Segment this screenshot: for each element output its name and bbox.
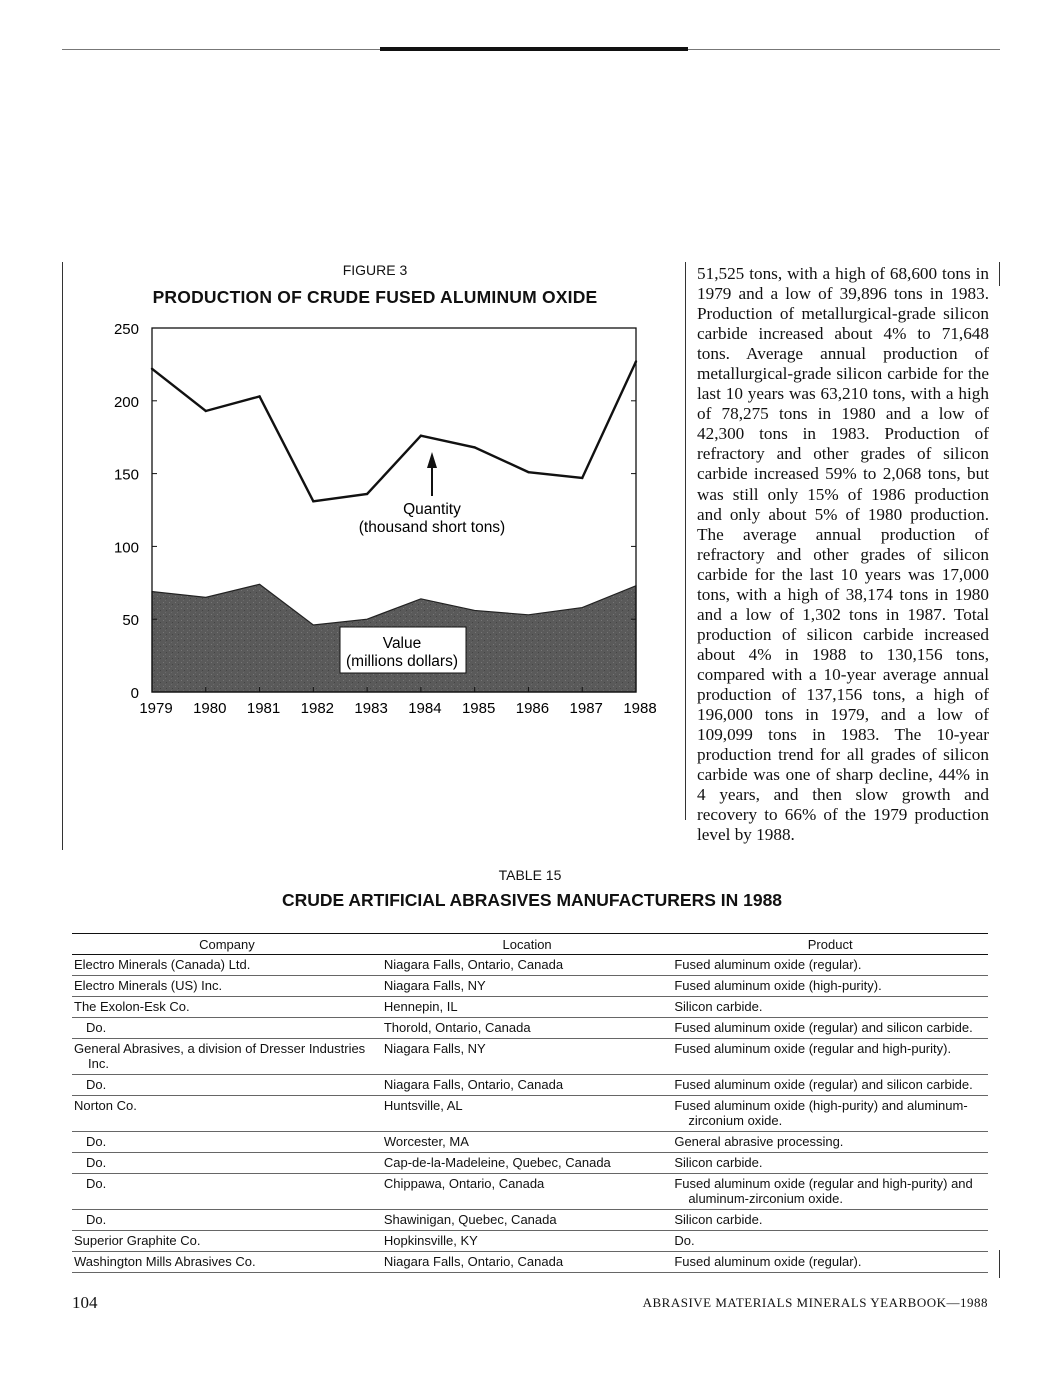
- cell-company: Do.: [72, 1018, 382, 1039]
- table-header-row: [72, 934, 988, 955]
- cell-company: Do.: [72, 1132, 382, 1153]
- value-label: Value: [382, 635, 422, 652]
- value-unit-label: (millions dollars): [346, 653, 458, 670]
- cell-location: Niagara Falls, Ontario, Canada: [382, 1252, 672, 1273]
- cell-company: Do.: [72, 1210, 382, 1231]
- header-product: Product: [672, 934, 988, 955]
- cell-company: Do.: [72, 1075, 382, 1096]
- cell-product: General abrasive processing.: [672, 1132, 988, 1153]
- header-location: Location: [382, 934, 672, 955]
- cell-product: Fused aluminum oxide (regular).: [672, 955, 988, 976]
- production-chart: [0, 0, 700, 730]
- y-tick-label: 150: [113, 466, 139, 484]
- table-row: [72, 1210, 988, 1231]
- cell-location: Niagara Falls, Ontario, Canada: [382, 1075, 672, 1096]
- x-tick-label: 1979: [139, 700, 173, 717]
- cell-location: Cap-de-la-Madeleine, Quebec, Canada: [382, 1153, 672, 1174]
- cell-product: [672, 1174, 988, 1210]
- cell-company: Electro Minerals (Canada) Ltd.: [72, 955, 382, 976]
- y-tick-label: 200: [113, 393, 139, 411]
- cell-product: Do.: [672, 1231, 988, 1252]
- cell-location: Hennepin, IL: [382, 997, 672, 1018]
- cell-company-text: General Abrasives, a division of Dresser Industries Inc.: [74, 1041, 366, 1071]
- cell-company: Electro Minerals (US) Inc.: [72, 976, 382, 997]
- quantity-point: [581, 477, 583, 479]
- manufacturers-table: [72, 933, 988, 1273]
- quantity-point: [312, 500, 314, 502]
- table-row: [72, 1252, 988, 1273]
- cell-product: Fused aluminum oxide (high-purity).: [672, 976, 988, 997]
- x-tick-label: 1986: [515, 700, 550, 717]
- cell-location: Shawinigan, Quebec, Canada: [382, 1210, 672, 1231]
- cell-location: Worcester, MA: [382, 1132, 672, 1153]
- table-row: [72, 955, 988, 976]
- table-row: [72, 1174, 988, 1210]
- figure-title: PRODUCTION OF CRUDE FUSED ALUMINUM OXIDE: [152, 287, 598, 307]
- cell-location: Niagara Falls, NY: [382, 1039, 672, 1075]
- x-tick-label: 1984: [408, 700, 442, 717]
- cell-product: Fused aluminum oxide (regular).: [672, 1252, 988, 1273]
- table-title: CRUDE ARTIFICIAL ABRASIVES MANUFACTURERS IN 1988: [281, 890, 783, 910]
- y-tick-label: 0: [130, 685, 139, 702]
- table-row: [72, 1231, 988, 1252]
- x-tick-label: 1988: [623, 700, 657, 717]
- cell-product: [672, 1096, 988, 1132]
- table-row: [72, 1039, 988, 1075]
- cell-product-text: Fused aluminum oxide (regular and high-purity) and aluminum-zirconium oxide.: [674, 1176, 973, 1206]
- cell-product: Silicon carbide.: [672, 1153, 988, 1174]
- quantity-point: [635, 360, 637, 362]
- cell-company: [72, 1039, 382, 1075]
- table-row: [72, 1153, 988, 1174]
- quantity-point: [366, 493, 368, 495]
- quantity-point: [527, 471, 529, 473]
- cell-company: Washington Mills Abrasives Co.: [72, 1252, 382, 1273]
- cell-product-text: Fused aluminum oxide (high-purity) and aluminum-zirconium oxide.: [674, 1098, 968, 1128]
- body-paragraph-text: 51,525 tons, with a high of 68,600 tons in 1979 and a low of 39,896 tons in 1983. Production of metallurgical-grade silicon carbide increased about 4% to 71,648 tons. Average annual production of metallurgical-grade silicon carbide for the last 10 years was 63,210 tons, with a high of 78,275 tons in 1980 and a low of 42,300 tons in 1983. Production of refractory and other grades of silicon carbide increased 59% to 2,068 tons, but was still only 15% of 1986 production and only about 5% of 1980 production. The average annual production of refractory and other grades of silicon carbide for the last 10 years was 17,000 tons, with a high of 38,174 tons in 1980 and a low of 1,302 tons in 1987. Total production of silicon carbide increased about 4% in 1988 to 130,156 tons, compared with a 10-year average annual production of 137,156 tons, a high of 196,000 tons in 1979, and a low of 109,099 tons in 1983. The 10-year production trend for all grades of silicon carbide was one of sharp decline, 44% in 4 years, and then slow growth and recovery to 66% of the 1979 production level by 1988.: [697, 264, 989, 845]
- cell-location: Hopkinsville, KY: [382, 1231, 672, 1252]
- table-row: [72, 997, 988, 1018]
- cell-company: Superior Graphite Co.: [72, 1231, 382, 1252]
- quantity-point: [473, 446, 475, 448]
- header-company: Company: [72, 934, 382, 955]
- page-number: 104: [72, 1293, 98, 1312]
- x-tick-label: 1982: [300, 700, 335, 717]
- quantity-point: [258, 395, 260, 397]
- table-row: [72, 1132, 988, 1153]
- cell-company: Do.: [72, 1174, 382, 1210]
- cell-company: Do.: [72, 1153, 382, 1174]
- y-tick-label: 250: [113, 321, 139, 338]
- cell-location: Huntsville, AL: [382, 1096, 672, 1132]
- right-table-rule: [999, 1250, 1000, 1278]
- y-tick-label: 100: [113, 539, 139, 557]
- quantity-unit-label: (thousand short tons): [358, 519, 506, 536]
- quantity-line: [152, 361, 636, 501]
- cell-location: Thorold, Ontario, Canada: [382, 1018, 672, 1039]
- cell-location: Niagara Falls, NY: [382, 976, 672, 997]
- cell-product: Fused aluminum oxide (regular and high-purity).: [672, 1039, 988, 1075]
- cell-product: Silicon carbide.: [672, 1210, 988, 1231]
- quantity-point: [205, 410, 207, 412]
- cell-product: Fused aluminum oxide (regular) and silicon carbide.: [672, 1018, 988, 1039]
- cell-company: Norton Co.: [72, 1096, 382, 1132]
- quantity-arrow-head: [427, 452, 437, 468]
- running-title: ABRASIVE MATERIALS MINERALS YEARBOOK—1988: [642, 1295, 988, 1310]
- y-tick-label: 50: [122, 612, 139, 630]
- table-label: TABLE 15: [498, 867, 562, 883]
- cell-company: The Exolon-Esk Co.: [72, 997, 382, 1018]
- table-row: [72, 976, 988, 997]
- cell-location: Niagara Falls, Ontario, Canada: [382, 955, 672, 976]
- table-row: [72, 1075, 988, 1096]
- figure-label: FIGURE 3: [342, 262, 408, 278]
- cell-product: Silicon carbide.: [672, 997, 988, 1018]
- quantity-point: [151, 368, 153, 370]
- table-row: [72, 1018, 988, 1039]
- x-tick-label: 1980: [193, 700, 227, 717]
- cell-location: Chippawa, Ontario, Canada: [382, 1174, 672, 1210]
- quantity-label: Quantity: [403, 501, 461, 518]
- right-column-rule: [999, 262, 1000, 286]
- x-tick-label: 1983: [354, 700, 388, 717]
- cell-product: Fused aluminum oxide (regular) and silicon carbide.: [672, 1075, 988, 1096]
- body-paragraph: [697, 264, 989, 845]
- quantity-point: [420, 435, 422, 437]
- x-tick-label: 1987: [569, 700, 603, 717]
- x-tick-label: 1985: [461, 700, 496, 717]
- table-row: [72, 1096, 988, 1132]
- x-tick-label: 1981: [246, 700, 281, 717]
